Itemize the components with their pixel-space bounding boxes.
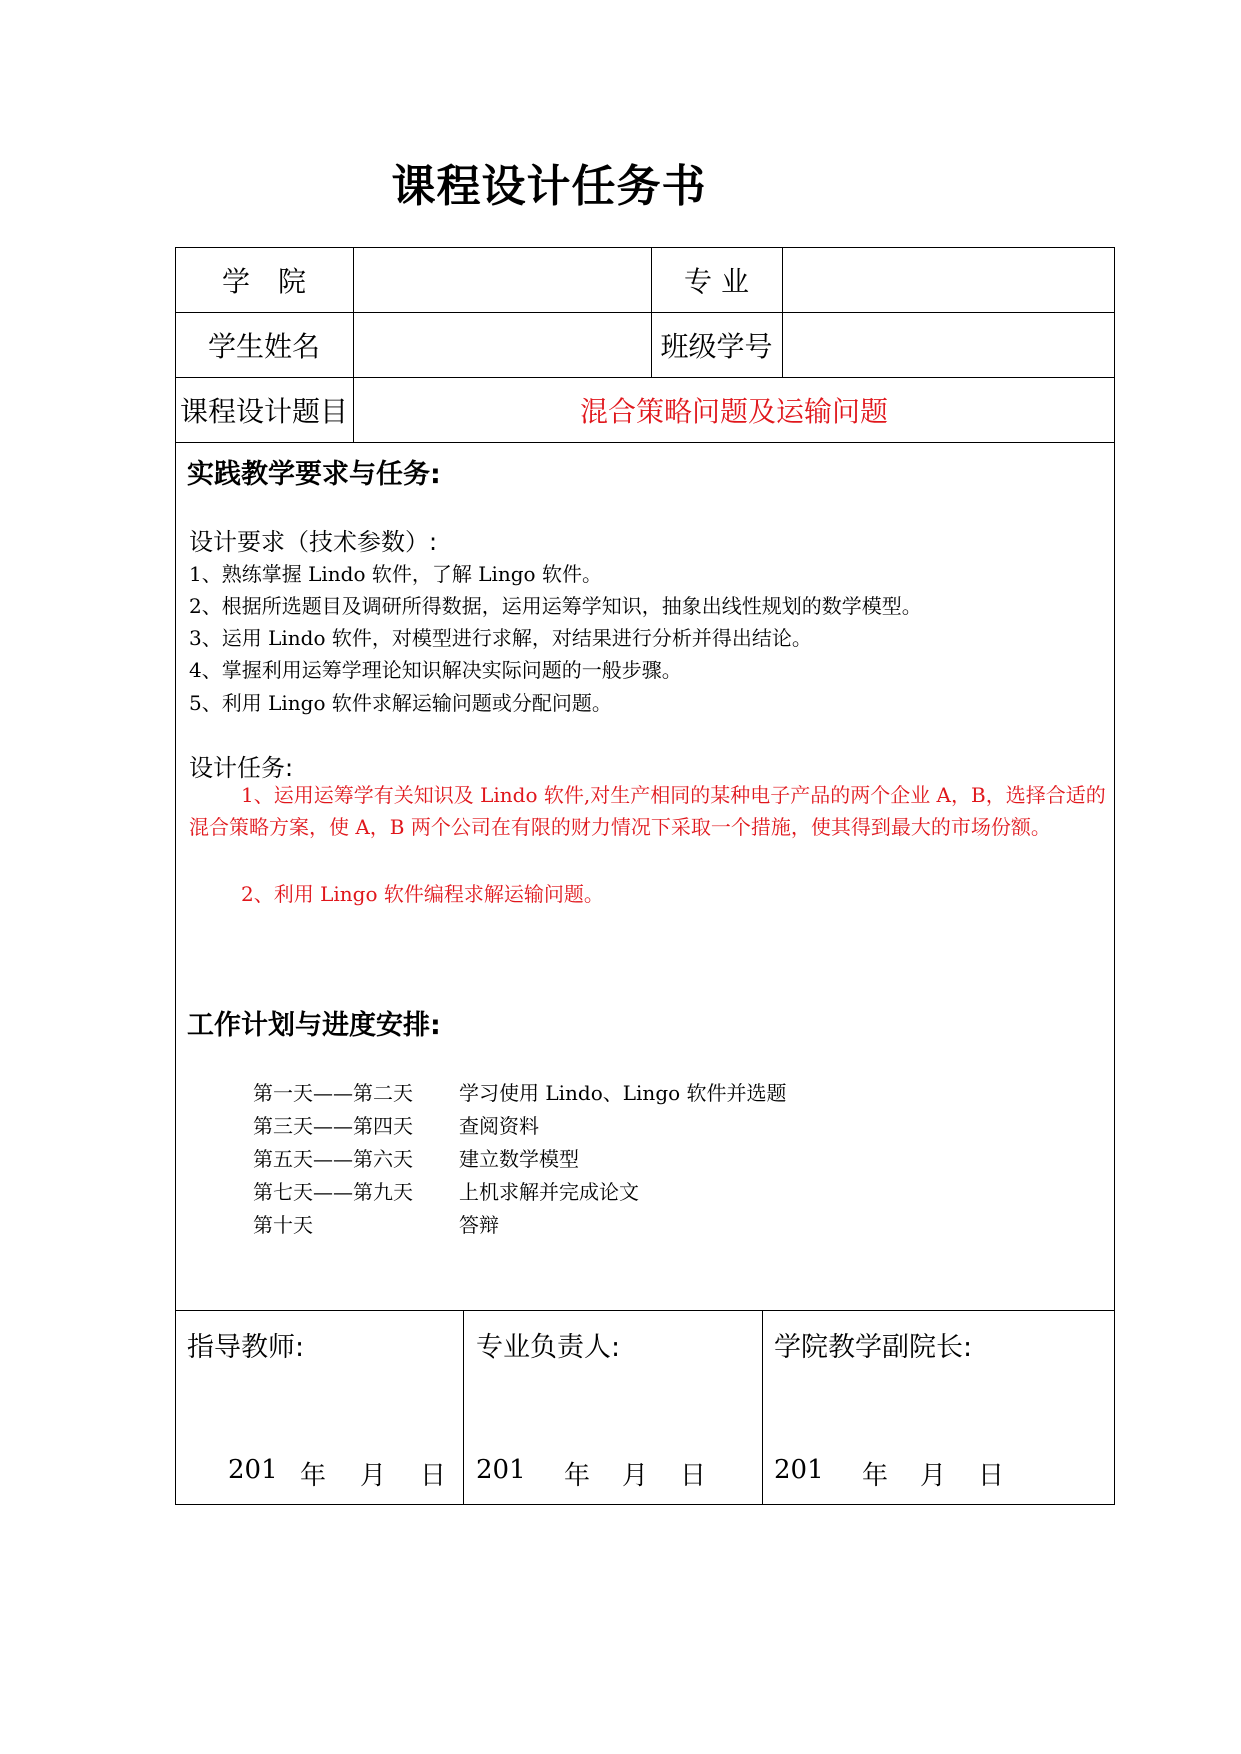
plan-days: 第七天——第九天 (253, 1180, 413, 1204)
requirement-item: 3、运用 Lindo 软件，对模型进行求解，对结果进行分析并得出结论。 (189, 626, 812, 650)
advisor-sign-date (228, 1455, 446, 1492)
major-head-signature-label: 专业负责人: (476, 1332, 621, 1363)
design-task-1: 1、运用运筹学有关知识及 Lindo 软件,对生产相同的某种电子产品的两个企业 A，B，选择合适的混合策略方案，使 A，B 两个公司在有限的财力情况下采取一个措施，使其得到最大的市场份额。 (189, 783, 1106, 839)
plan-activity: 建立数学模型 (459, 1147, 579, 1171)
row-divider (175, 1310, 1115, 1311)
vice-dean-signature-label: 学院教学副院长: (774, 1332, 973, 1363)
student-name-field[interactable] (354, 314, 650, 376)
college-label: 学 院 (221, 264, 306, 298)
advisor-signature-label: 指导教师: (187, 1332, 305, 1363)
plan-activity: 上机求解并完成论文 (459, 1180, 639, 1204)
design-task-2: 2、利用 Lingo 软件编程求解运输问题。 (241, 882, 604, 906)
date-day-unit: 日 (680, 1461, 707, 1491)
plan-activity: 学习使用 Lindo、Lingo 软件并选题 (459, 1081, 787, 1105)
document-title: 课程设计任务书 (391, 161, 707, 212)
date-year: 201 (476, 1455, 526, 1485)
date-month-unit: 月 (920, 1461, 947, 1491)
student-name-label: 学生姓名 (207, 329, 320, 363)
requirement-item: 2、根据所选题目及调研所得数据，运用运筹学知识，抽象出线性规划的数学模型。 (189, 594, 922, 618)
tasks-heading: 设计任务: (189, 754, 294, 782)
requirement-item: 5、利用 Lingo 软件求解运输问题或分配问题。 (189, 691, 612, 715)
major-head-sign-date (476, 1455, 706, 1492)
topic-label: 课程设计题目 (179, 394, 348, 428)
column-divider (463, 1310, 464, 1505)
date-year-unit: 年 (862, 1461, 889, 1491)
class-id-field[interactable] (783, 314, 1113, 376)
plan-heading: 工作计划与进度安排: (187, 1010, 441, 1041)
major-field[interactable] (783, 249, 1113, 311)
class-id-label: 班级学号 (660, 329, 773, 363)
date-year-unit: 年 (564, 1461, 591, 1491)
requirement-item: 1、熟练掌握 Lindo 软件，了解 Lingo 软件。 (189, 562, 602, 586)
practice-heading: 实践教学要求与任务: (187, 459, 441, 490)
column-divider (762, 1310, 763, 1505)
date-day-unit: 日 (420, 1461, 447, 1491)
plan-days: 第十天 (253, 1213, 313, 1237)
topic-value: 混合策略问题及运输问题 (579, 394, 888, 428)
plan-activity: 查阅资料 (459, 1114, 539, 1138)
plan-activity: 答辩 (459, 1213, 499, 1237)
college-field[interactable] (354, 249, 650, 311)
plan-days: 第三天——第四天 (253, 1114, 413, 1138)
date-month-unit: 月 (360, 1461, 387, 1491)
requirements-heading: 设计要求（技术参数）: (189, 528, 438, 556)
date-day-unit: 日 (978, 1461, 1005, 1491)
plan-days: 第五天——第六天 (253, 1147, 413, 1171)
major-label: 专 业 (684, 264, 749, 298)
date-year: 201 (228, 1455, 278, 1485)
vice-dean-sign-date (774, 1455, 1004, 1492)
date-year-unit: 年 (300, 1461, 327, 1491)
date-year: 201 (774, 1455, 824, 1485)
date-month-unit: 月 (622, 1461, 649, 1491)
row-divider (175, 442, 1115, 443)
requirement-item: 4、掌握利用运筹学理论知识解决实际问题的一般步骤。 (189, 658, 682, 682)
plan-days: 第一天——第二天 (253, 1081, 413, 1105)
